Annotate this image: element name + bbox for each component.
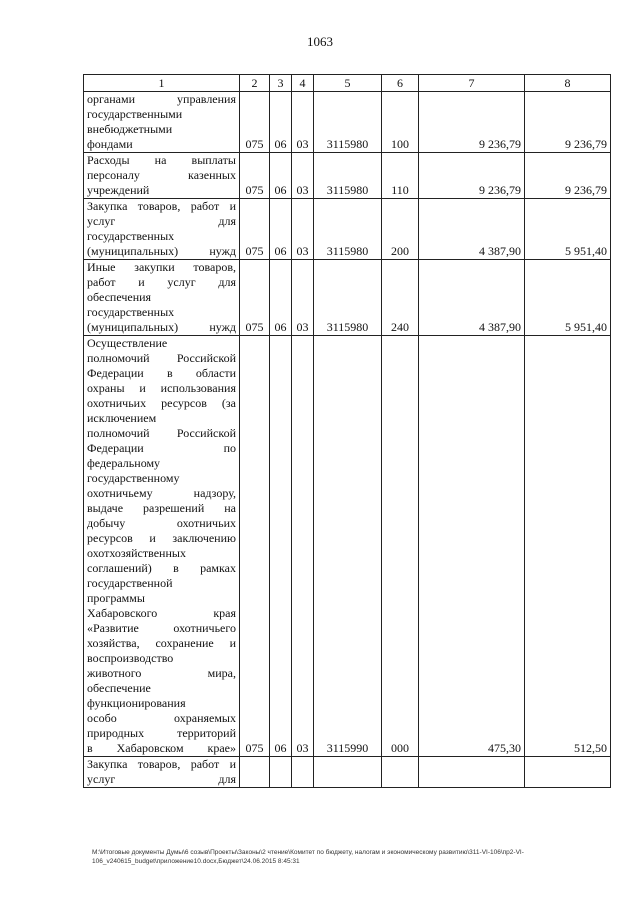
expense-type-cell: 000 [382, 336, 419, 757]
expense-type-cell: 110 [382, 153, 419, 199]
expense-name-line: органами управления [87, 92, 236, 106]
page-number: 1063 [307, 34, 333, 49]
target-item-cell: 3115990 [314, 336, 382, 757]
expense-name-line: воспроизводство [87, 651, 174, 665]
expense-name-line: программы [87, 591, 145, 605]
expense-name-line: «Развитие охотничьего [87, 621, 236, 635]
expense-name-line: учреждений [87, 183, 150, 197]
expense-name-line: охотничьему надзору, [87, 486, 236, 500]
amount-year1-cell: 9 236,79 [419, 92, 525, 153]
target-item-cell: 3115980 [314, 92, 382, 153]
expense-name-line: в Хабаровском крае» [87, 741, 236, 755]
footer-line: M:\Итоговые документы Думы\6 созыв\Проекты\Законы\2 чтение\Комитет по бюджету, налогам и экономическому развитию\311-VI-106\пр2-VI- [92, 849, 524, 856]
expense-name-line: работ и услуг для [87, 275, 236, 289]
table-row [84, 757, 611, 788]
expense-name-line: государственному [87, 471, 180, 485]
expense-name-line: выдаче разрешений на [87, 501, 236, 515]
expense-name-cell [84, 92, 240, 153]
expense-name-line: хозяйства, сохранение и [87, 636, 236, 650]
ministry-code-cell: 075 [240, 260, 270, 336]
expense-name-cell [84, 336, 240, 757]
expense-name-line: внебюджетными [87, 122, 173, 136]
target-item-cell: 3115980 [314, 153, 382, 199]
table-row [84, 153, 611, 199]
subsection-code-cell [292, 757, 314, 788]
expense-name-cell [84, 757, 240, 788]
table-row [84, 199, 611, 260]
expense-name-line: функционирования [87, 696, 186, 710]
amount-year2-cell: 9 236,79 [525, 92, 611, 153]
expense-name-line: Закупка товаров, работ и [87, 757, 236, 771]
subsection-code-cell: 03 [292, 336, 314, 757]
amount-year2-cell: 5 951,40 [525, 260, 611, 336]
expense-name-line: соглашений) в рамках [87, 561, 236, 575]
expense-name-line: государственных [87, 229, 175, 243]
expense-name-line: охотничьих ресурсов (за [87, 396, 236, 410]
expense-name-line: животного мира, [87, 666, 236, 680]
ministry-code-cell [240, 757, 270, 788]
table-row [84, 336, 611, 757]
subsection-code-cell: 03 [292, 153, 314, 199]
section-code-cell [270, 757, 292, 788]
expense-name-line: услуг для [87, 772, 236, 786]
expense-name-line: охотхозяйственных [87, 546, 186, 560]
column-header: 1 [84, 75, 240, 92]
expense-name-line: ресурсов и заключению [87, 531, 236, 545]
ministry-code-cell: 075 [240, 336, 270, 757]
expense-name-line: (муниципальных) нужд [87, 320, 236, 334]
expense-name-cell [84, 260, 240, 336]
expense-name-line: Иные закупки товаров, [87, 260, 236, 274]
ministry-code-cell: 075 [240, 199, 270, 260]
expense-name-line: Осуществление [87, 336, 168, 350]
expense-name-line: федеральному [87, 456, 161, 470]
amount-year2-cell [525, 757, 611, 788]
amount-year1-cell [419, 757, 525, 788]
target-item-cell [314, 757, 382, 788]
section-code-cell: 06 [270, 336, 292, 757]
expense-type-cell [382, 757, 419, 788]
expense-name-line: Федерации в области [87, 366, 236, 380]
expense-type-cell: 240 [382, 260, 419, 336]
ministry-code-cell: 075 [240, 153, 270, 199]
amount-year1-cell: 9 236,79 [419, 153, 525, 199]
amount-year2-cell: 512,50 [525, 336, 611, 757]
expense-name-line: Хабаровского края [87, 606, 236, 620]
expense-name-cell [84, 199, 240, 260]
expense-name-line: государственных [87, 305, 175, 319]
target-item-cell: 3115980 [314, 199, 382, 260]
table-row [84, 260, 611, 336]
expense-name-cell [84, 153, 240, 199]
expense-name-line: Закупка товаров, работ и [87, 199, 236, 213]
subsection-code-cell: 03 [292, 260, 314, 336]
section-code-cell: 06 [270, 92, 292, 153]
column-header: 3 [270, 75, 292, 92]
column-header: 7 [419, 75, 525, 92]
expense-name-line: персоналу казенных [87, 168, 236, 182]
document-footer-path [92, 848, 612, 866]
expense-name-line: государственными [87, 107, 183, 121]
budget-table [83, 74, 611, 788]
section-code-cell: 06 [270, 260, 292, 336]
expense-name-line: (муниципальных) нужд [87, 244, 236, 258]
table-row [84, 92, 611, 153]
column-header: 6 [382, 75, 419, 92]
expense-name-line: обеспечения [87, 290, 152, 304]
subsection-code-cell: 03 [292, 199, 314, 260]
amount-year1-cell: 475,30 [419, 336, 525, 757]
expense-name-line: фондами [87, 137, 133, 151]
target-item-cell: 3115980 [314, 260, 382, 336]
column-header: 4 [292, 75, 314, 92]
expense-name-line: государственной [87, 576, 173, 590]
expense-name-line: услуг для [87, 214, 236, 228]
expense-name-line: исключением [87, 411, 157, 425]
expense-name-line: полномочий Российской [87, 351, 236, 365]
expense-name-line: полномочий Российской [87, 426, 236, 440]
amount-year1-cell: 4 387,90 [419, 260, 525, 336]
table-header-row [84, 75, 611, 92]
expense-name-line: добычу охотничьих [87, 516, 236, 530]
expense-name-line: особо охраняемых [87, 711, 236, 725]
column-header: 5 [314, 75, 382, 92]
expense-name-line: Федерации по [87, 441, 236, 455]
column-header: 2 [240, 75, 270, 92]
section-code-cell: 06 [270, 199, 292, 260]
section-code-cell: 06 [270, 153, 292, 199]
column-header: 8 [525, 75, 611, 92]
amount-year2-cell: 9 236,79 [525, 153, 611, 199]
expense-name-line: обеспечение [87, 681, 151, 695]
amount-year1-cell: 4 387,90 [419, 199, 525, 260]
subsection-code-cell: 03 [292, 92, 314, 153]
footer-line: 106_v240615_budget\приложение10.docx,Бюджет\24.06.2015 8:45:31 [92, 858, 300, 865]
expense-type-cell: 200 [382, 199, 419, 260]
expense-name-line: Расходы на выплаты [87, 153, 236, 167]
ministry-code-cell: 075 [240, 92, 270, 153]
amount-year2-cell: 5 951,40 [525, 199, 611, 260]
expense-type-cell: 100 [382, 92, 419, 153]
expense-name-line: природных территорий [87, 726, 236, 740]
expense-name-line: охраны и использования [87, 381, 236, 395]
